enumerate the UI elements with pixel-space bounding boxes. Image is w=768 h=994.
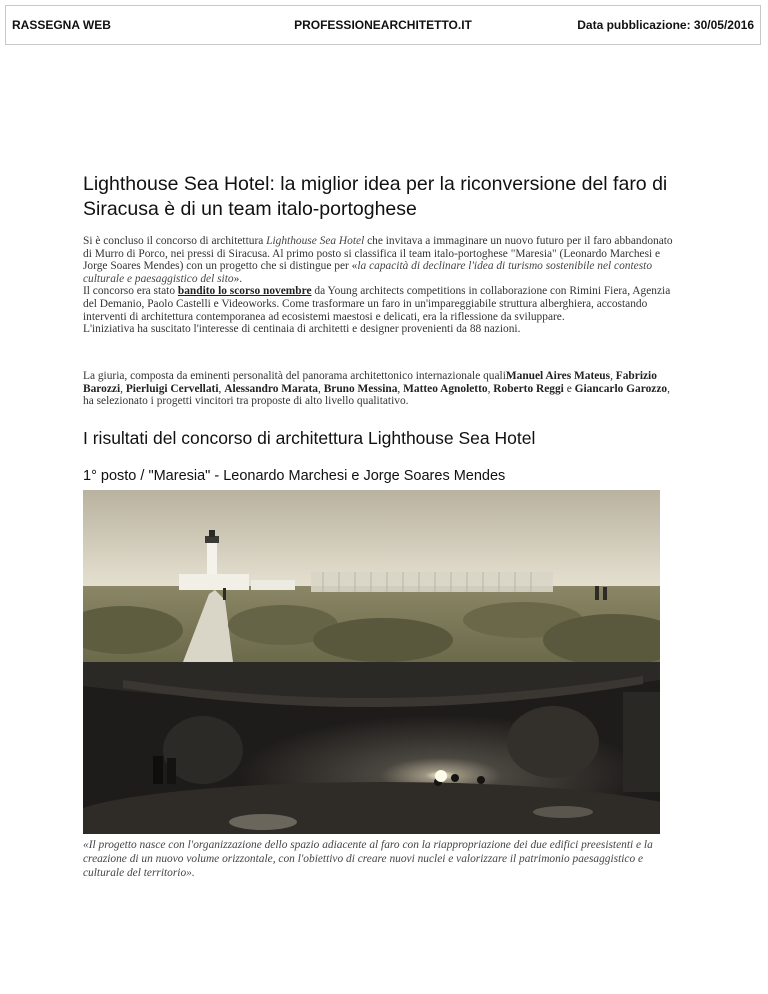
separator: , bbox=[317, 382, 324, 395]
competition-announcement-link[interactable]: bandito lo scorso novembre bbox=[177, 285, 312, 298]
juror-name: Bruno Messina bbox=[323, 382, 398, 395]
intro-paragraph bbox=[83, 235, 675, 336]
p1-text-d: Il concorso era stato bbox=[83, 285, 178, 298]
exterior-render-drawing bbox=[83, 490, 660, 662]
interior-render-drawing bbox=[83, 662, 660, 834]
first-place-heading: 1° posto / "Maresia" - Leonardo Marchesi e Jorge Soares Mendes bbox=[83, 468, 506, 484]
separator: , bbox=[397, 382, 404, 395]
p1-text-a: Si è concluso il concorso di architettura bbox=[83, 235, 267, 247]
juror-name: Alessandro Marata bbox=[224, 382, 318, 395]
p1-text-b: che invitava a immaginare un nuovo futuro per il faro abbandonato di Murro di Porco, nei pressi di Siracusa. Al primo posto si classifica il team italo-portoghese "Maresia" (Leonardo Marchesi e Jorge Soares Mendes) con un progetto che si distingue per « bbox=[83, 235, 673, 273]
render-exterior-lighthouse bbox=[83, 490, 660, 662]
juror-name: Giancarlo Garozzo bbox=[574, 382, 668, 395]
render-interior-night bbox=[83, 662, 660, 834]
separator: , bbox=[218, 382, 225, 395]
jury-paragraph bbox=[83, 370, 675, 408]
p2-text-a: La giuria, composta da eminenti personalità del panorama architettonico internazionale quali bbox=[83, 370, 506, 382]
p1-jury-quote: la capacità di declinare l'idea di turismo sostenibile nel contesto culturale e paesaggistico del sito bbox=[83, 260, 653, 285]
header-publication-date: Data pubblicazione: 30/05/2016 bbox=[577, 18, 754, 32]
header-source: PROFESSIONEARCHITETTO.IT bbox=[294, 18, 472, 32]
section-heading: I risultati del concorso di architettura Lighthouse Sea Hotel bbox=[83, 428, 536, 448]
separator: , bbox=[487, 382, 494, 395]
juror-name: Manuel Aires Mateus bbox=[505, 370, 611, 382]
juror-name: Pierluigi Cervellati bbox=[125, 382, 219, 395]
p1-text-c: ». bbox=[233, 272, 243, 285]
separator: , bbox=[610, 370, 616, 382]
separator: e bbox=[563, 382, 575, 395]
press-header bbox=[5, 5, 761, 45]
p1-competition-name: Lighthouse Sea Hotel bbox=[266, 235, 365, 247]
juror-name: Roberto Reggi bbox=[493, 382, 564, 395]
p1-text-e: da Young architects competitions in collaborazione con Rimini Fiera, Agenzia del Demanio, Paolo Castelli e Videoworks. Come trasformare un faro in un'impareggiabile struttura alberghiera, accostando interventi di architettura contemporanea ad ecosistemi maestosi e delicati, era la riflessione da sviluppare. bbox=[83, 285, 671, 323]
juror-name: Matteo Agnoletto bbox=[403, 382, 488, 395]
juror-name: Fabrizio Barozzi bbox=[83, 370, 657, 395]
p1-text-f: L'iniziativa ha suscitato l'interesse di centinaia di architetti e designer provenienti da 88 nazioni. bbox=[83, 323, 521, 336]
p2-text-b: , ha selezionato i progetti vincitori tra proposte di alto livello qualitativo. bbox=[83, 382, 670, 408]
article-title: Lighthouse Sea Hotel: la miglior idea per la riconversione del faro di Siracusa è di un team italo-portoghese bbox=[83, 173, 668, 220]
header-section-label: RASSEGNA WEB bbox=[12, 18, 111, 32]
separator: , bbox=[120, 382, 126, 395]
project-caption: «Il progetto nasce con l'organizzazione dello spazio adiacente al faro con la riappropriazione dei due edifici preesistenti e la creazione di un nuovo volume orizzontale, con l'obiettivo di creare nuovi nuclei e valorizzare il patrimonio paesaggistico e culturale del territorio». bbox=[83, 839, 653, 879]
